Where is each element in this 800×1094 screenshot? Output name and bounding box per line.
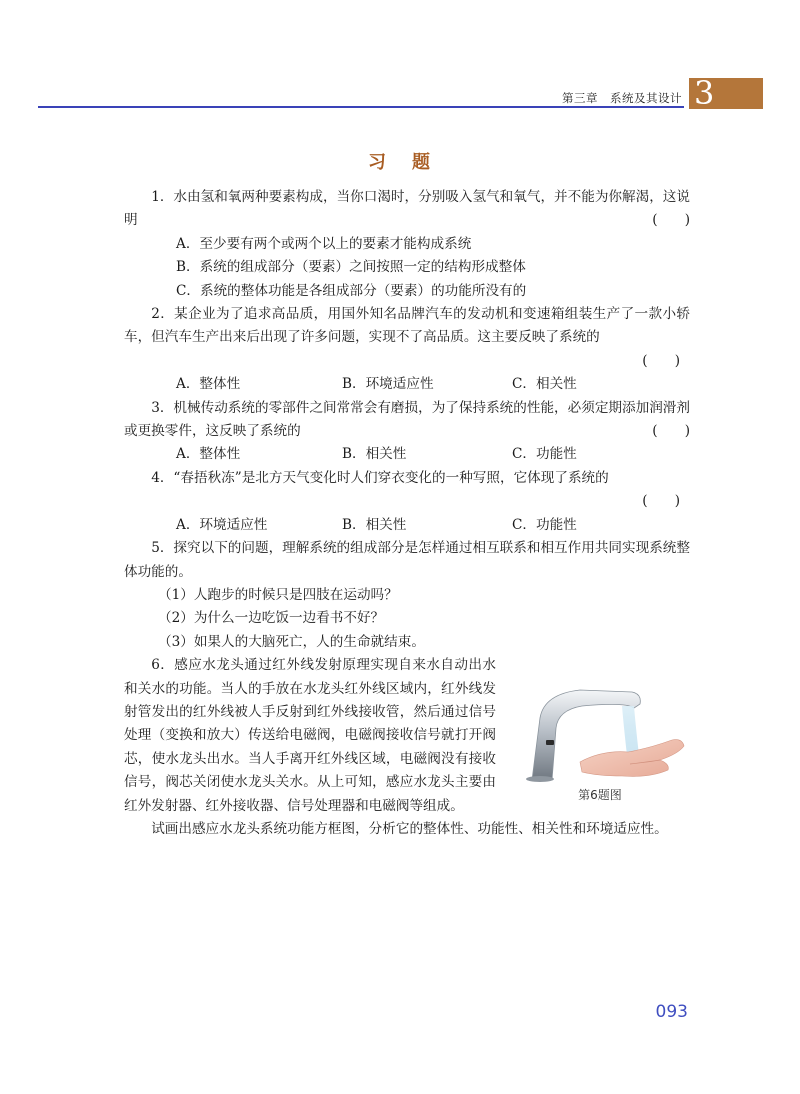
option: A．环境适应性 — [176, 516, 268, 533]
question-6-followup: 试画出感应水龙头系统功能方框图，分析它的整体性、功能性、相关性和环境适应性。 — [151, 820, 668, 837]
sub-question: （2）为什么一边吃饭一边看书不好？ — [158, 610, 385, 627]
question-6: 6．感应水龙头通过红外线发射原理实现自来水自动出水和关水的功能。当人的手放在水龙头红外线区域内，红外线发射管发出的红外线被人手反射到红外线接收管，然后通过信号处理（变换和放大）传送给电磁阀，电磁阀接收信号就打开阀芯，使水龙头出水。当人手离开红外线区域，电磁阀没有接收信号，阀芯关闭使水龙头关水。从上可知，感应水龙头主要由红外发射器、红外接收器、信号处理器和电磁阀等组成。 — [124, 657, 496, 814]
figure-caption: 第6题图 — [578, 788, 622, 802]
option: C．相关性 — [512, 376, 577, 393]
options-row — [124, 514, 690, 537]
option: C．系统的整体功能是各组成部分（要素）的功能所没有的 — [176, 282, 527, 299]
chapter-title: 第三章 系统及其设计 — [562, 91, 682, 105]
option: C．功能性 — [512, 446, 577, 463]
question-2: 2．某企业为了追求高品质，用国外知名品牌汽车的发动机和变速箱组装生产了一款小轿车，但汽车生产出来后出现了许多问题，实现不了高品质。这主要反映了系统的 — [124, 306, 690, 346]
answer-blank: ( ) — [642, 352, 680, 369]
chapter-number: 3 — [694, 74, 715, 112]
option: C．功能性 — [512, 516, 577, 533]
faucet-figure — [510, 680, 688, 782]
question-1 — [124, 186, 690, 233]
option: A．整体性 — [176, 446, 241, 463]
options-row — [124, 373, 690, 396]
question-4: 4．“春捂秋冻”是北方天气变化时人们穿衣变化的一种写照，它体现了系统的 — [151, 469, 609, 486]
title-char-1: 习 — [368, 152, 388, 173]
options-row — [124, 443, 690, 466]
question-3 — [124, 397, 690, 444]
option: B．环境适应性 — [342, 376, 434, 393]
page-number: 093 — [655, 1002, 688, 1022]
option: B．相关性 — [342, 446, 407, 463]
question-5: 5．探究以下的问题，理解系统的组成部分是怎样通过相互联系和相互作用共同实现系统整体功能的。 — [124, 540, 690, 580]
answer-blank: ( ) — [642, 493, 680, 510]
page-header — [0, 0, 800, 110]
option: A．整体性 — [176, 376, 241, 393]
header-rule — [38, 106, 684, 108]
question-3-text: 3．机械传动系统的零部件之间常常会有磨损，为了保持系统的性能，必须定期添加润滑剂或更换零件，这反映了系统的 — [124, 399, 690, 440]
answer-blank: ( ) — [652, 423, 690, 440]
option: A．至少要有两个或两个以上的要素才能构成系统 — [176, 235, 472, 252]
option: B．相关性 — [342, 516, 407, 533]
question-1-text: 1．水由氢和氧两种要素构成，当你口渴时，分别吸入氢气和氧气，并不能为你解渴，这说明 — [124, 189, 690, 229]
option: B．系统的组成部分（要素）之间按照一定的结构形成整体 — [176, 259, 526, 276]
title-char-2: 题 — [412, 152, 432, 173]
sub-question: （1）人跑步的时候只是四肢在运动吗？ — [158, 586, 398, 603]
section-title — [0, 148, 800, 174]
sub-question: （3）如果人的大脑死亡，人的生命就结束。 — [158, 633, 425, 650]
answer-blank: ( ) — [652, 212, 690, 229]
